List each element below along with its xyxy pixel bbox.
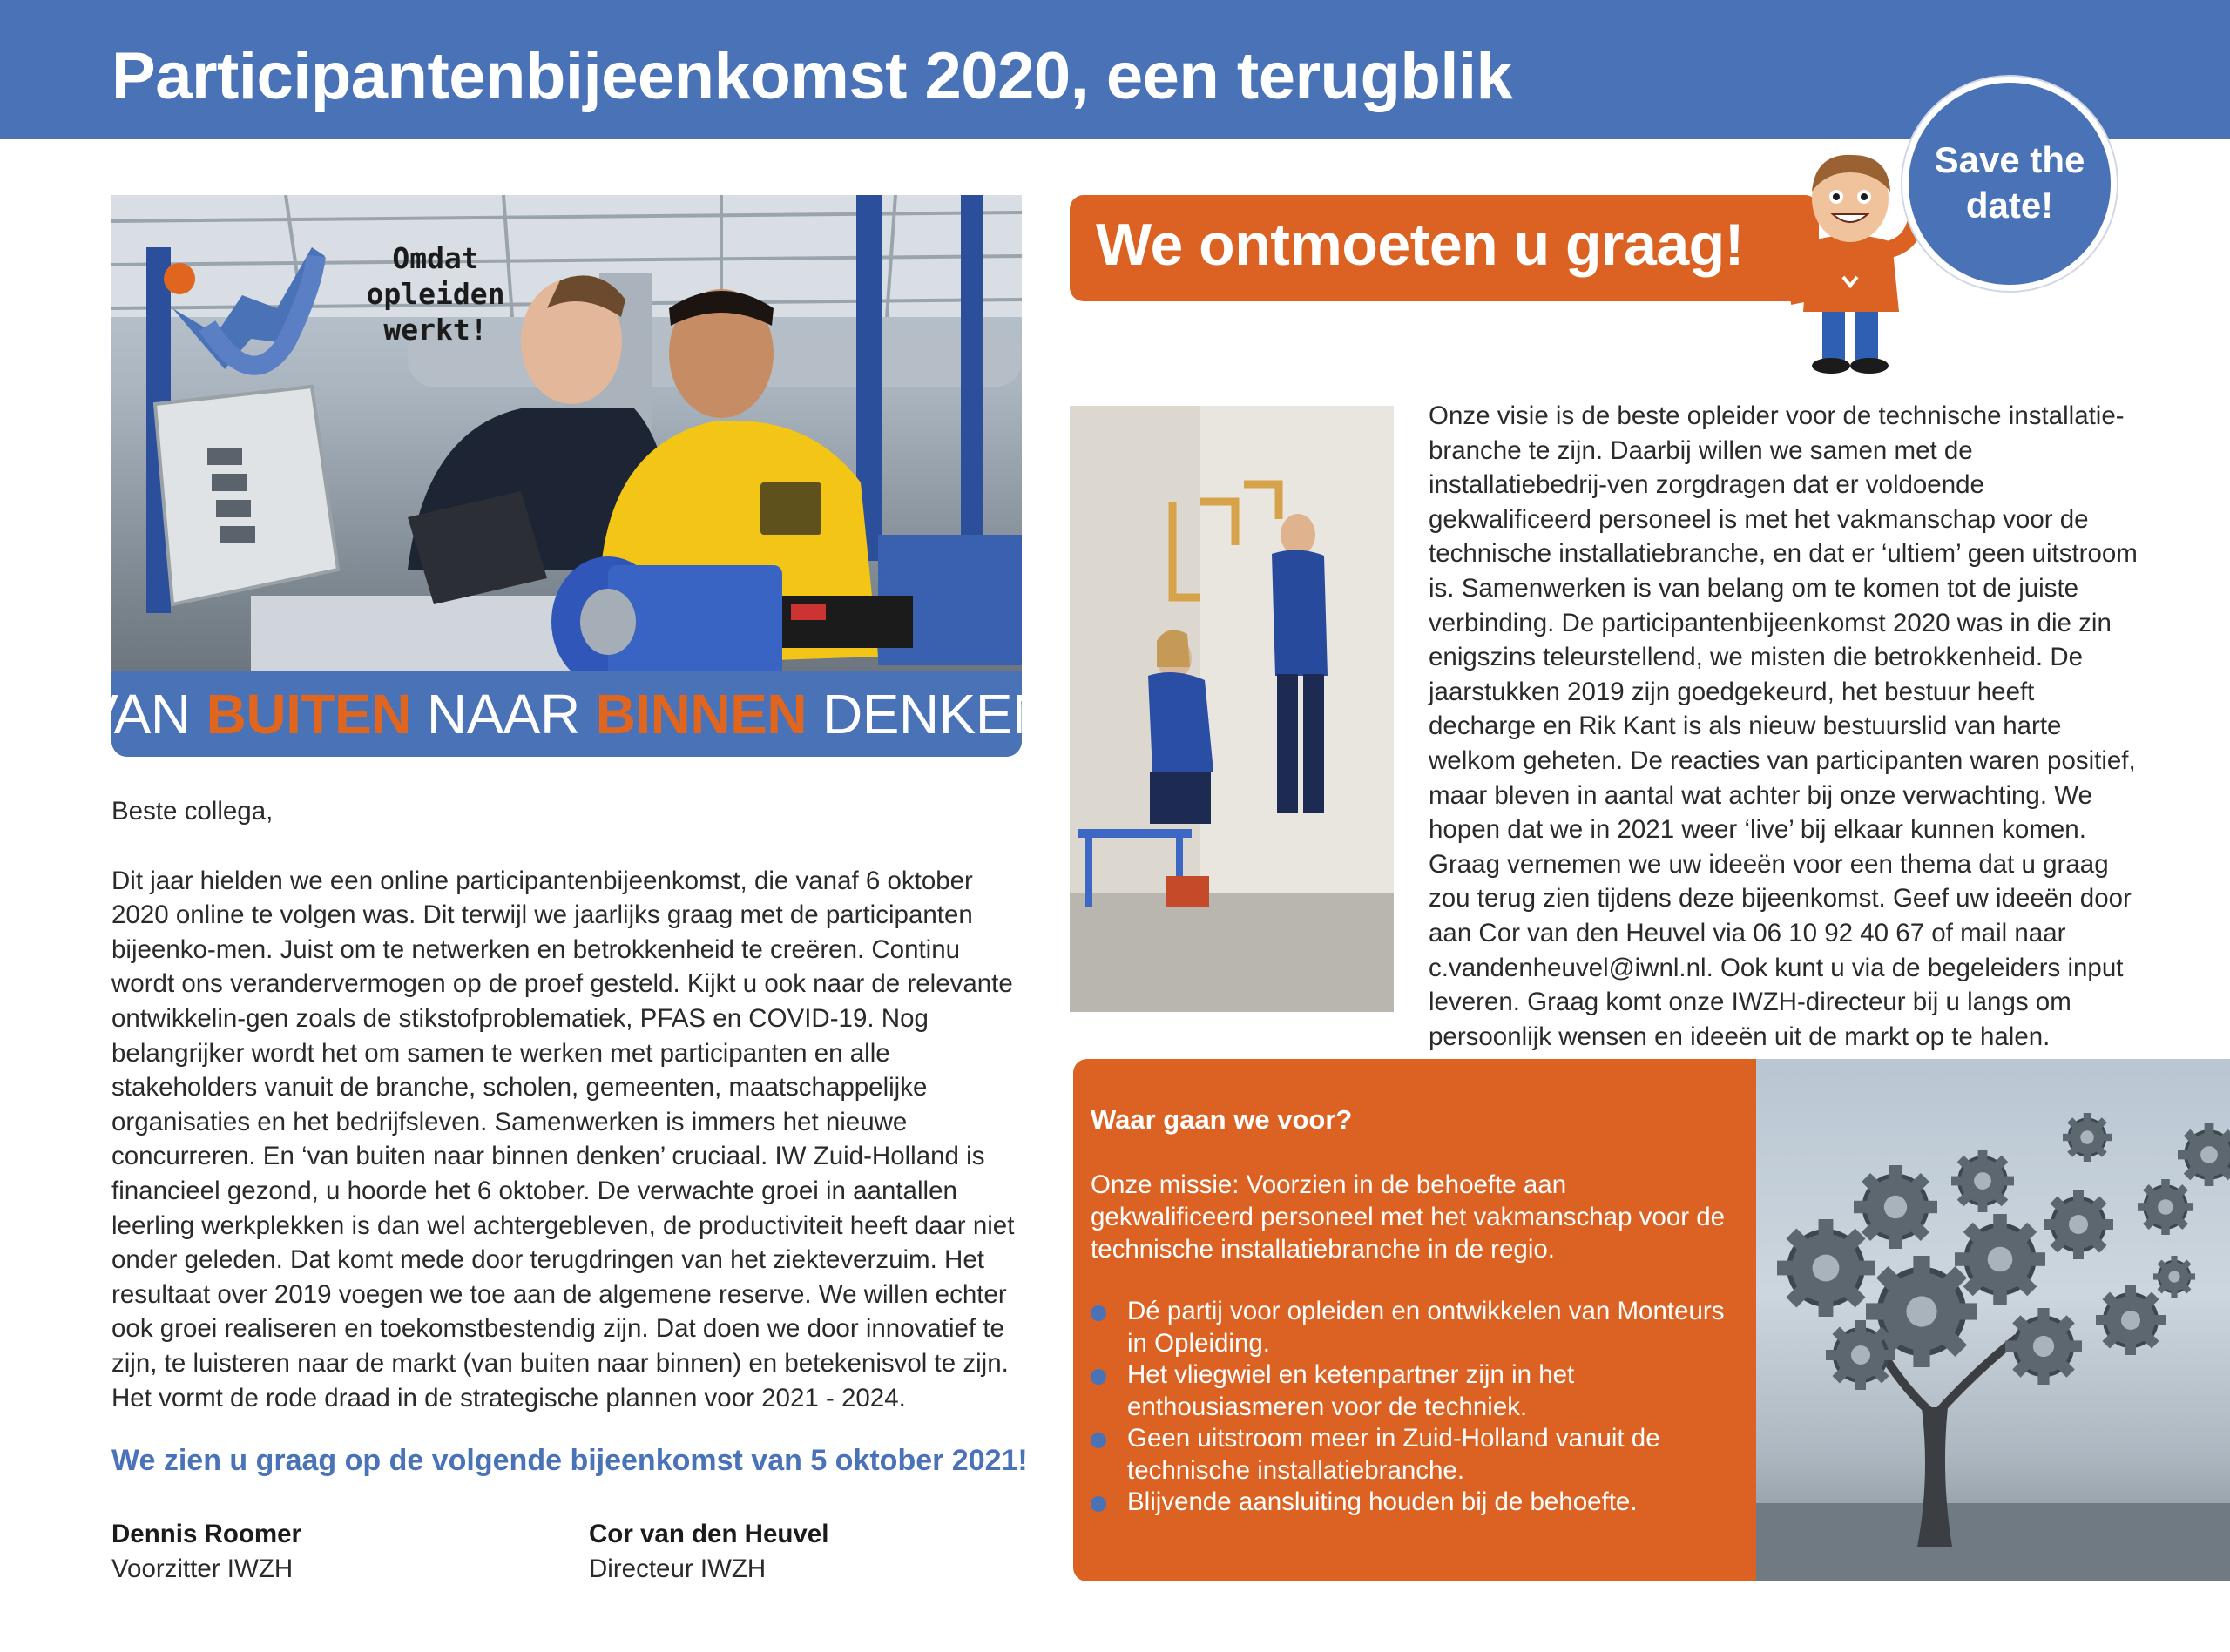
installers-photo [1070,406,1394,1012]
installers-illustration [1070,406,1394,1012]
signature-role: Voorzitter IWZH [112,1554,294,1583]
hero-banner [81,671,1052,757]
banner-word-accent: BUITEN [206,683,411,745]
gears-tree-image [1756,1059,2230,1581]
meet-heading: We ontmoeten u graag! [1096,212,1744,278]
mission-item [1091,1296,1735,1359]
mission-item-text: Dé partij voor opleiden en ontwikkelen van Monteurs in Opleiding. [1127,1297,1725,1358]
header-bar [0,0,2230,139]
signature-chairman [112,1517,301,1587]
mission-item [1091,1487,1735,1519]
slogan [348,240,523,347]
bullet-icon [1091,1433,1106,1448]
bullet-icon [1091,1305,1106,1321]
slogan-line: opleiden [366,277,505,311]
mission-item-text: Het vliegwiel en ketenpartner zijn in het enthousiasmeren voor de techniek. [1127,1360,1575,1421]
mission-list [1091,1296,1735,1519]
slogan-line: werkt! [383,313,488,347]
banner-word: NAAR [426,683,580,745]
banner-word: VAN [81,683,191,745]
banner-word-accent: BINNEN [595,683,807,745]
mission-intro: Onze missie: Voorzien in de behoefte aan gekwalificeerd personeel met het vakmanschap voor de technische installatiebranche in de regio. [1091,1170,1726,1264]
mission-item [1091,1423,1735,1487]
letter-paragraph: Dit jaar hielden we een online participantenbijeenkomst, die vanaf 6 oktober 2020 online te volgen was. Dit terwijl we jaarlijks graag met de participanten bijeenko-men. Juist om te netwerken en betrokkenheid te creëren. Continu wordt ons verandervermogen op de proef gesteld. Kijkt u ook naar de relevante ontwikkelin-gen zoals de stikstofproblematiek, PFAS en COVID-19. Nog belangrijker wordt het om samen te werken met participanten en alle stakeholders vanuit de branche, scholen, gemeenten, maatschappelijke organisaties en het bedrijfsleven. Samenwerken is immers het nieuwe concurreren. En ‘van buiten naar binnen denken’ cruciaal. IW Zuid-Holland is financieel gezond, u hoorde het 6 oktober. De verwachte groei in aantallen leerling werkplekken is dan wel achtergebleven, de productiviteit heeft daar niet onder geleden. Dat komt mede door terugdringen van het ziekteverzuim. Het resultaat over 2019 voegen we toe aan de algemene reserve. We willen echter ook groei realiseren en toekomstbestendig zijn. Dat doen we door innovatief te zijn, te luisteren naar de markt (van buiten naar binnen) en betekenisvol te zijn. Het vormt de rode draad in de strategische plannen voor 2021 - 2024. [112,866,1015,1413]
save-the-date-line: Save the [1934,139,2085,180]
gears-illustration [1756,1059,2230,1581]
signature-director [589,1517,828,1587]
banner-word: DENKEN [822,683,1052,745]
letter-body [112,794,1026,1415]
mission-item-text: Blijvende aansluiting houden bij de behoefte. [1127,1487,1638,1516]
signature-name: Cor van den Heuvel [589,1520,829,1548]
mission-item-text: Geen uitstroom meer in Zuid-Holland vanuit de technische installatiebranche. [1127,1424,1660,1485]
vision-text: Onze visie is de beste opleider voor de technische installatie-branche te zijn. Daarbij willen we samen met de installatiebedrij-ven zorgdragen dat er voldoende gekwalificeerd personeel is met het vakmanschap voor de technische installatiebranche, en dat er ‘ultiem’ geen uitstroom is. Samenwerken is van belang om te komen tot de juiste verbinding. De participantenbijeenkomst 2020 was in die zin enigszins teleurstellend, we misten die betrokkenheid. De jaarstukken 2019 zijn goedgekeurd, het bestuur heeft decharge en Rik Kant is als nieuw bestuurslid van harte welkom geheten. De reacties van participanten waren positief, maar bleven in aantal wat achter bij onze verwachting. We hopen dat we in 2021 weer ‘live’ bij elkaar kunnen komen. Graag vernemen we uw ideeën voor een thema dat u graag zou terug zien tijdens deze bijeenkomst. Geef uw ideeën door aan Cor van den Heuvel via 06 10 92 40 67 of mail naar c.vandenheuvel@iwnl.nl. Ook kunt u via de begeleiders input leveren. Graag komt onze IWZH-directeur bij u langs om persoonlijk wensen en ideeën uit de markt op te halen. [1429,401,2138,1051]
mission-heading: Waar gaan we voor? [1091,1104,1353,1135]
save-the-date-text [1902,138,2117,228]
signature-role: Directeur IWZH [589,1554,767,1583]
save-the-date-line: date! [1965,185,2054,226]
bullet-icon [1091,1369,1106,1385]
bullet-icon [1091,1496,1106,1512]
mission-item [1091,1359,1735,1423]
greeting: Beste collega, [112,797,274,826]
signature-name: Dennis Roomer [112,1520,302,1548]
closing-line: We zien u graag op de volgende bijeenkomst van 5 oktober 2021! [112,1444,1028,1477]
slogan-line: Omdat [392,241,479,275]
page-title: Participantenbijeenkomst 2020, een terugblik [112,39,1513,113]
hero-image [81,195,1052,757]
